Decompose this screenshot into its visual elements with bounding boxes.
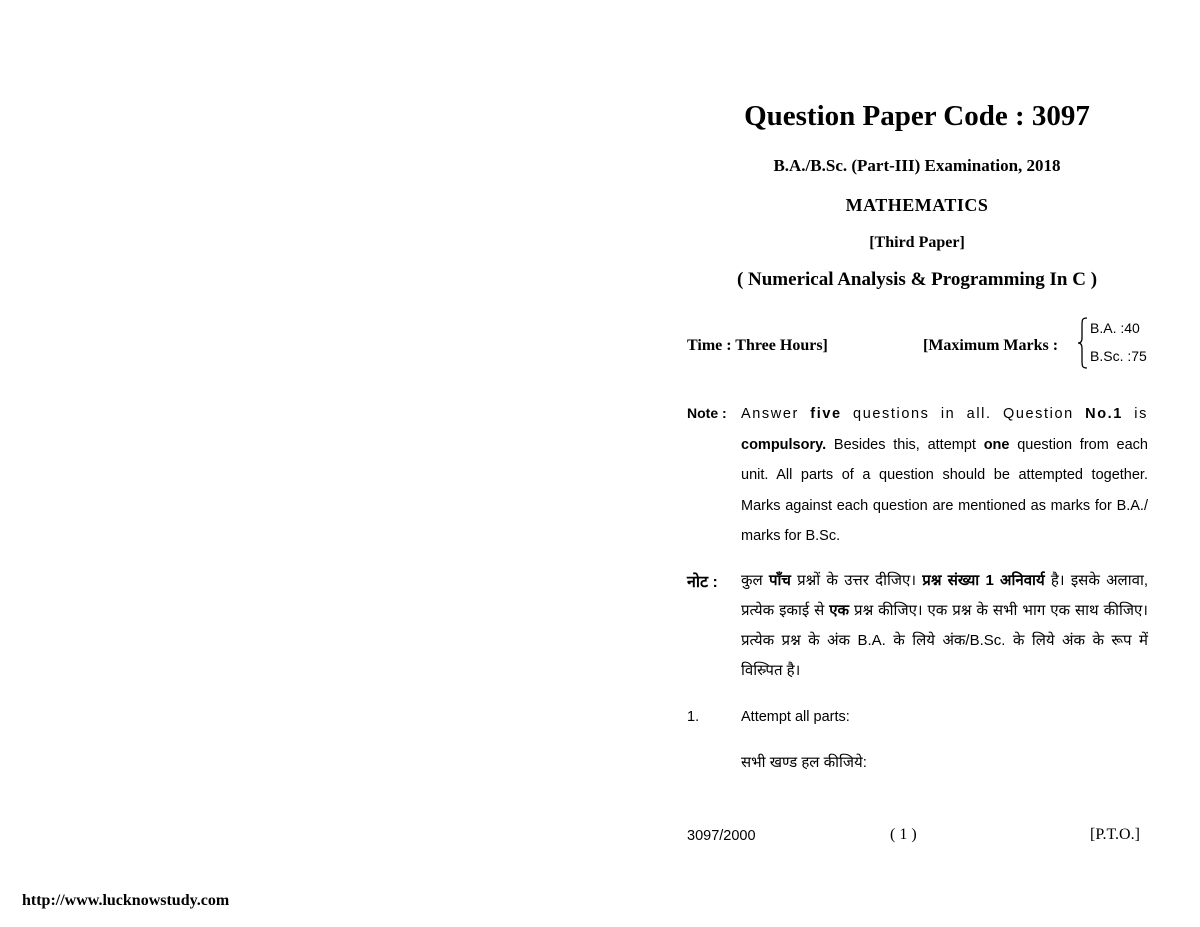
note-body xyxy=(741,399,1148,552)
hindi-note-text: है। इसके अलावा, प्रत्येक इकाई से xyxy=(741,572,1149,619)
note-text: question from each unit. All parts of a question should be attempted together. Marks against each question are mentioned as marks for B.A./ marks for B.Sc. xyxy=(741,436,1148,544)
footer-paper-code: 3097/2000 xyxy=(687,828,756,844)
note-bold: five xyxy=(810,406,842,422)
topic-title: ( Numerical Analysis & Programming In C ) xyxy=(736,269,1098,290)
hindi-note-text: प्रश्न कीजिए। एक प्रश्न के सभी भाग एक साथ कीजिए। प्रत्येक प्रश्न के अंक B.A. के लिये अंक/B.Sc. के लिये अंक के रूप में विस्र्पित है। xyxy=(741,602,1148,679)
hindi-note-bold: पाँच xyxy=(768,572,791,589)
subject-title: MATHEMATICS xyxy=(845,195,989,215)
question-paper-code-title: Question Paper Code : 3097 xyxy=(744,100,1090,132)
hindi-note-body xyxy=(741,566,1148,686)
note-text: Besides this, attempt xyxy=(826,436,984,453)
hindi-note-text: प्रश्नों के उत्तर दीजिए। xyxy=(790,572,923,589)
hindi-note-bold: प्रश्न संख्या 1 अनिवार्य xyxy=(922,572,1045,589)
marks-bsc: B.Sc. :75 xyxy=(1090,348,1147,364)
marks-ba: B.A. :40 xyxy=(1090,320,1140,336)
paper-title: [Third Paper] xyxy=(869,234,965,251)
footer-page-number: ( 1 ) xyxy=(890,826,917,843)
hindi-note-bold: एक xyxy=(829,602,850,619)
hindi-note-label: नोट : xyxy=(687,574,718,591)
note-bold: one xyxy=(983,436,1010,453)
question-1-hindi-text: सभी खण्ड हल कीजिये: xyxy=(741,754,867,771)
maximum-marks-label: [Maximum Marks : xyxy=(923,337,1059,354)
time-label: Time : Three Hours] xyxy=(687,337,828,354)
note-text: Answer xyxy=(741,406,811,422)
hindi-note-text: कुल xyxy=(741,572,769,589)
note-text: is xyxy=(1122,406,1148,422)
curly-brace-icon xyxy=(1077,316,1089,370)
note-bold: No.1 xyxy=(1085,406,1123,422)
note-bold: compulsory. xyxy=(741,436,827,453)
question-1-number: 1. xyxy=(687,709,700,725)
note-label: Note : xyxy=(687,405,727,421)
exam-title: B.A./B.Sc. (Part-III) Examination, 2018 xyxy=(773,156,1061,175)
note-text: questions in all. Question xyxy=(841,406,1086,422)
watermark-url-link[interactable]: http://www.lucknowstudy.com xyxy=(22,892,230,909)
question-1-text: Attempt all parts: xyxy=(741,709,850,725)
footer-pto: [P.T.O.] xyxy=(1090,826,1140,843)
